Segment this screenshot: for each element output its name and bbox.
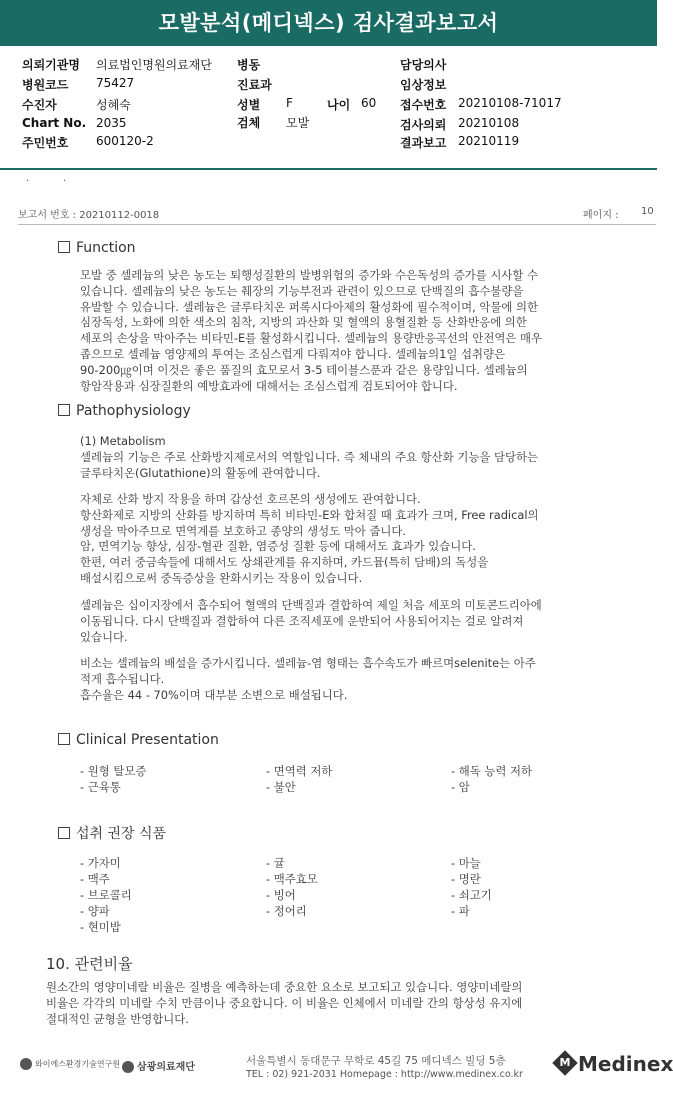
food-item: - 양파 [80,904,110,918]
text-line: 항산화제로 지방의 산화를 방지하며 특히 비타민-E와 합쳐질 때 효과가 크며, Free radical의 [80,507,539,522]
text-line: 자체로 산화 방지 작용을 하며 갑상선 호르몬의 생성에도 관여합니다. [80,492,421,506]
specimen-value: 모발 [286,116,310,130]
request-value: 20210108 [458,116,520,130]
clinical-item: - 암 [451,780,470,794]
food-item: - 빙어 [266,888,296,902]
text-line: 배설시킴으로써 중독증상을 완화시키는 작용이 있습니다. [80,570,363,585]
dept-label: 진료과 [237,78,272,92]
checkbox-icon [58,241,70,253]
patho-effects [80,492,620,587]
patient-info-panel [0,46,657,170]
patho-heading-text: Pathophysiology [76,403,191,419]
text-line: 생성을 막아주므로 면역계를 보호하고 종양의 생성도 막아 줍니다. [80,523,407,538]
checkbox-icon [58,827,70,839]
code-label: 병원코드 [22,78,69,92]
page-label: 페이지 : [583,210,619,221]
specimen-label: 검체 [237,116,261,130]
clinical-item: - 근육통 [80,780,121,794]
food-item: - 현미밥 [80,920,121,934]
code-value: 75427 [96,76,135,90]
food-item: - 귤 [266,856,285,870]
text-line: 적게 흡수됩니다. [80,671,165,686]
function-heading-text: Function [76,240,136,256]
report-number: 보고서 번호 : 20210112-0018 [18,210,160,221]
medinex-logo-icon [552,1050,577,1075]
ratio-heading: 10. 관련비율 [46,955,133,973]
scan-mark: · [26,176,30,187]
text-line: 셀레늄은 십이지장에서 흡수되어 혈액의 단백질과 결합하여 제일 처음 세포의 미토콘드리아에 [80,598,542,612]
function-heading [58,240,136,256]
age-value: 60 [361,96,377,110]
ys-logo-icon [20,1058,32,1070]
sex-value: F [286,96,293,110]
text-line: 셀레늄의 기능은 주로 산화방지제로서의 역할입니다. 즉 체내의 주요 항산화 기능을 담당하는 [80,449,538,464]
food-item: - 정어리 [266,904,307,918]
text-line: 유발할 수 있습니다. 셀레늄은 글루타치온 퍼록시다아제의 활성화에 필수적이며, 악물에 의한 [80,299,538,314]
ratio-text [46,980,646,1027]
clinical-item: - 해독 능력 저하 [451,764,532,778]
text-line: 90-200㎍이며 이것은 좋은 품질의 효모로서 3-5 테이블스푼과 같은 용량입니다. 셀레늄의 [80,362,528,377]
ward-label: 병동 [237,58,261,72]
samkwang-logo-text: 삼광의료재단 [137,1062,195,1073]
request-label: 검사의뢰 [400,118,447,132]
id-value: 600120-2 [96,134,154,148]
food-item: - 브로콜리 [80,888,132,902]
food-item: - 파 [451,904,470,918]
id-label: 주민번호 [22,136,69,150]
report-label: 결과보고 [400,136,447,150]
receipt-label: 접수번호 [400,98,447,112]
doctor-label: 담당의사 [400,58,447,72]
function-text [80,268,620,394]
text-line: 심장독성, 노화에 의한 색소의 침착, 지방의 과산화 및 혈액의 용혈질환 등 산화반응에 의한 [80,315,527,330]
footer-address: 서울특별시 동대문구 무학로 45길 75 메디넥스 빌딩 5층 [246,1055,506,1067]
receipt-value: 20210108-71017 [458,96,562,110]
patho-metabolism [80,434,620,481]
header-divider [18,224,656,225]
text-line: (1) Metabolism [80,434,166,448]
clinical-item: - 원형 탈모증 [80,764,147,778]
medinex-logo: Medinex [578,1052,673,1076]
checkbox-icon [58,404,70,416]
food-item: - 가자미 [80,856,121,870]
text-line: 흡수율은 44 - 70%이며 대부분 소변으로 배설됩니다. [80,687,348,702]
patho-excretion [80,656,620,703]
text-line: 항암작용과 심장질환의 예방효과에 대해서는 조심스럽게 검토되어야 합니다. [80,378,458,393]
clinical-item: - 불안 [266,780,296,794]
text-line: 암, 면역기능 향상, 심장-혈관 질환, 염증성 질환 등에 대해서도 효과가 있습니다. [80,539,476,554]
food-item: - 마늘 [451,856,481,870]
clinical-item: - 면역력 저하 [266,764,333,778]
chart-label: Chart No. [22,116,87,130]
footer-contact: TEL : 02) 921-2031 Homepage : http://www.medinex.co.kr [246,1069,523,1080]
clinical-heading [58,732,219,748]
sex-label: 성별 [237,98,261,112]
text-line: 있습니다. [80,629,128,644]
patient-label: 수진자 [22,98,57,112]
scan-mark: · [63,176,67,187]
chart-value: 2035 [96,116,127,130]
food-item: - 맥주 [80,872,110,886]
text-line: 있습니다. 셀레늄의 낮은 농도는 췌장의 기능부전과 관련이 있으므로 단백질의 흡수불량을 [80,283,524,298]
samkwang-logo [122,1058,195,1073]
foods-heading [58,823,166,843]
clinical-heading-text: Clinical Presentation [76,732,219,748]
patient-value: 성혜숙 [96,98,131,112]
page-number: 10 [641,206,654,217]
report-value: 20210119 [458,134,520,148]
text-line: 이동됩니다. 다시 단백질과 결합하여 다른 조직세포에 운반되어 사용되어지는 걸로 알려져 [80,613,524,628]
text-line: 비소는 셀레늄의 배설을 증가시킵니다. 셀레늄-염 형태는 흡수속도가 빠르며selenite는 아주 [80,656,536,670]
samkwang-logo-icon [122,1061,134,1073]
foods-heading-text: 섭취 권장 식품 [76,826,167,842]
checkbox-icon [58,733,70,745]
hospital-label: 의뢰기관명 [22,58,80,72]
text-line: 글루타치온(Glutathione)의 활동에 관여합니다. [80,465,321,480]
text-line: 한편, 여러 중금속들에 대해서도 상쇄관계를 유지하며, 카드뮴(특히 담배)의 독성을 [80,555,489,570]
ys-logo-text: 와이에스환경기술연구원 [35,1059,121,1069]
food-item: - 명란 [451,872,481,886]
text-line: 세포의 손상을 막아주는 비타민-E를 활성화시킵니다. 셀레늄의 용량반응곡선의 안전역은 매우 [80,331,543,346]
patho-heading [58,403,191,419]
report-title: 모발분석(메디넥스) 검사결과보고서 [0,0,657,46]
text-line: 좁으므로 셀레늄 영양제의 투여는 조심스럽게 다뤄져야 합니다. 셀레늄의1일 섭취량은 [80,346,505,361]
clinical-info-label: 임상정보 [400,78,447,92]
ys-institute-logo [20,1058,120,1070]
text-line: 비율은 각각의 미네랄 수치 만큼이나 중요합니다. 이 비율은 인체에서 미네랄 간의 항상성 유지에 [46,995,523,1010]
text-line: 원소간의 영양미네랄 비율은 질병을 예측하는데 중요한 요소로 보고되고 있습니다. 영양미네랄의 [46,980,523,994]
text-line: 절대적인 균형을 반영합니다. [46,1011,189,1026]
text-line: 모발 중 셀레늄의 낮은 농도는 퇴행성질환의 발병위험의 증가와 수은독성의 증가를 시사할 수 [80,268,538,282]
hospital-value: 의료법인명원의료재단 [96,58,212,72]
patho-absorption [80,598,620,645]
age-label: 나이 [327,98,351,112]
food-item: - 맥주효모 [266,872,318,886]
medinex-logo-mark: M [559,1056,571,1069]
food-item: - 쇠고기 [451,888,492,902]
